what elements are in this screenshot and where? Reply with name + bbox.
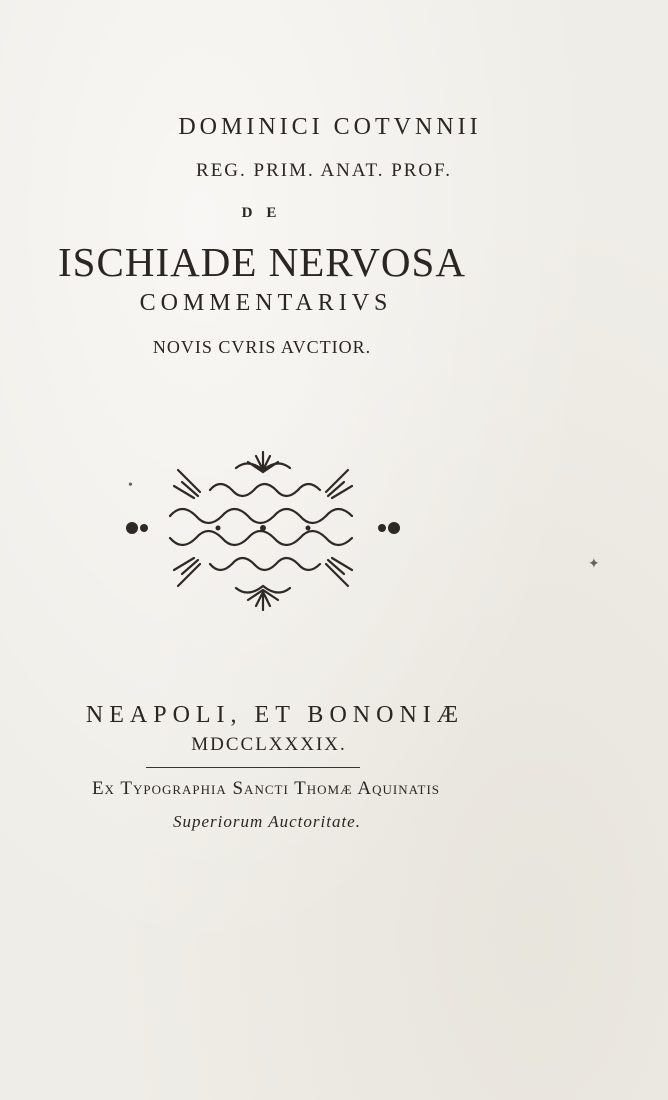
edition-note: NOVIS CVRIS AVCTIOR. [152, 337, 372, 357]
imprint-year: MDCCLXXXIX. [191, 734, 347, 755]
ink-speck: • [128, 478, 133, 493]
divider-rule [146, 767, 360, 768]
book-title: ISCHIADE NERVOSA [58, 239, 466, 285]
imprint-place: NEAPOLI, ET BONONIÆ [85, 702, 465, 728]
author-name: DOMINICI COTVNNII [178, 114, 482, 140]
book-subtitle: COMMENTARIVS [139, 290, 393, 316]
title-preposition: DE [241, 205, 291, 221]
author-office: REG. PRIM. ANAT. PROF. [196, 160, 452, 181]
authority-line: Superiorum Auctoritate. [173, 812, 361, 831]
ink-speck: ✦ [588, 557, 600, 572]
floral-ornament-icon [118, 446, 408, 616]
printer-line: Ex Typographia Sancti Thomæ Aquinatis [91, 778, 441, 799]
